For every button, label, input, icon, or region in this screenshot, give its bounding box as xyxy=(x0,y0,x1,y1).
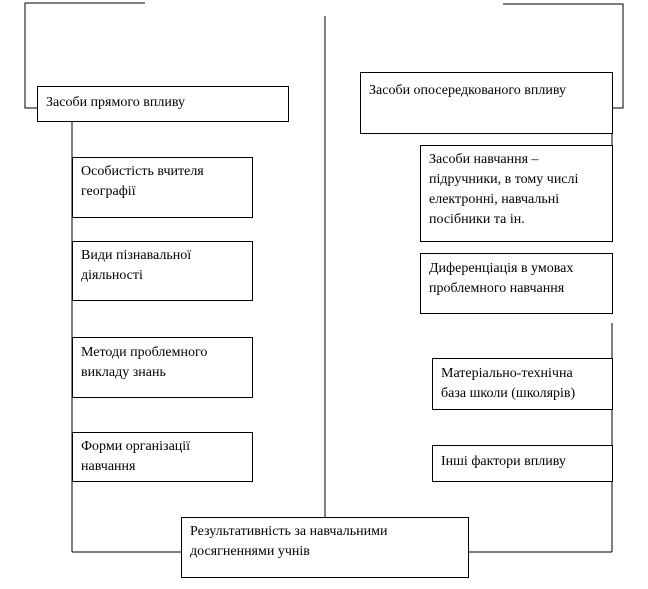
left-item-teacher-personality: Особистість вчителя географії xyxy=(72,157,253,218)
indirect-influence-header: Засоби опосередкованого впливу xyxy=(360,72,613,134)
direct-influence-header: Засоби прямого впливу xyxy=(37,86,289,122)
result-box: Результативність за навчальними досягненнями учнів xyxy=(181,517,469,578)
left-item-problem-methods: Методи проблемного викладу знань xyxy=(72,337,253,398)
left-item-organization-forms: Форми організації навчання xyxy=(72,432,253,482)
right-item-other-factors: Інші фактори впливу xyxy=(432,445,613,482)
right-item-differentiation: Диференціація в умовах проблемного навчання xyxy=(420,253,613,314)
left-item-cognitive-activity: Види пізнавальної діяльності xyxy=(72,241,253,301)
right-item-material-base: Матеріально-технічна база школи (школярів) xyxy=(432,358,613,410)
right-item-learning-tools: Засоби навчання – підручники, в тому числі електронні, навчальні посібники та ін. xyxy=(420,145,613,242)
